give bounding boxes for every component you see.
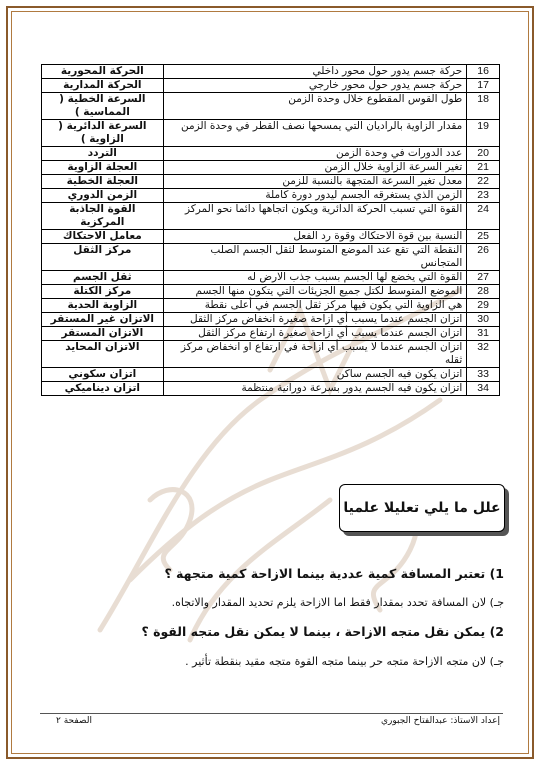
row-number: 27 — [467, 271, 500, 285]
row-number: 21 — [467, 161, 500, 175]
footer-author: إعداد الاستاذ: عبدالفتاح الجبوري — [380, 716, 500, 726]
row-term: العجلة الخطية — [42, 175, 164, 189]
row-definition: تغير السرعة الزاوية خلال الزمن — [163, 161, 467, 175]
row-term: اتزان سكوني — [42, 368, 164, 382]
row-definition: النسبة بين قوة الاحتكاك وقوة رد الفعل — [163, 230, 467, 244]
row-term: التردد — [42, 147, 164, 161]
row-term: الحركة المحورية — [42, 65, 164, 79]
answer-1: جـ) لان المسافة تحدد بمقدار فقط اما الازاحة يلزم تحديد المقدار والاتجاه. — [171, 596, 504, 609]
row-definition: القوة التي يخضع لها الجسم بسبب جذب الارض له — [163, 271, 467, 285]
row-number: 19 — [467, 120, 500, 147]
row-definition: اتزان الجسم عندما يسبب أي ازاحة صغيرة انخفاض مركز الثقل — [163, 313, 467, 327]
table-row — [42, 244, 500, 271]
row-number: 20 — [467, 147, 500, 161]
row-number: 28 — [467, 285, 500, 299]
table-row — [42, 189, 500, 203]
row-definition: عدد الدورات في وحدة الزمن — [163, 147, 467, 161]
table-row — [42, 65, 500, 79]
row-number: 32 — [467, 341, 500, 368]
row-term: الاتزان المحايد — [42, 341, 164, 368]
row-definition: حركة جسم يدور حول محور داخلي — [163, 65, 467, 79]
section-title-box — [339, 484, 505, 532]
terms-table — [41, 64, 500, 396]
table-row — [42, 341, 500, 368]
table-row — [42, 382, 500, 396]
row-term: مركز الثقل — [42, 244, 164, 271]
row-number: 33 — [467, 368, 500, 382]
footer-page-number: الصفحة ٢ — [56, 716, 92, 726]
section-title: علل ما يلي تعليلا علميا — [343, 500, 501, 516]
row-number: 18 — [467, 93, 500, 120]
table-row — [42, 368, 500, 382]
table-row — [42, 299, 500, 313]
table-row — [42, 120, 500, 147]
table-row — [42, 327, 500, 341]
footer-divider — [40, 713, 503, 714]
table-row — [42, 175, 500, 189]
row-term: السرعة الدائرية ( الزاوية ) — [42, 120, 164, 147]
row-term: الزاوية الحدية — [42, 299, 164, 313]
row-term: الحركة المدارية — [42, 79, 164, 93]
row-definition: طول القوس المقطوع خلال وحدة الزمن — [163, 93, 467, 120]
row-term: القوة الجاذبة المركزية — [42, 203, 164, 230]
question-1: 1) تعتبر المسافة كمية عددية بينما الازاحة كمية متجهة ؟ — [164, 566, 504, 581]
row-definition: اتزان الجسم عندما لا يسبب أي ازاحة في ارتفاع او انخفاض مركز ثقله — [163, 341, 467, 368]
row-term: الاتزان المستقر — [42, 327, 164, 341]
row-term: السرعة الخطية ( المماسية ) — [42, 93, 164, 120]
row-definition: اتزان يكون فيه الجسم يدور بسرعة دورانية منتظمة — [163, 382, 467, 396]
table-row — [42, 230, 500, 244]
table-row — [42, 271, 500, 285]
row-number: 30 — [467, 313, 500, 327]
table-row — [42, 93, 500, 120]
row-number: 23 — [467, 189, 500, 203]
question-2: 2) يمكن نقل متجه الازاحة ، بينما لا يمكن نقل متجه القوة ؟ — [141, 624, 504, 639]
row-number: 29 — [467, 299, 500, 313]
row-term: العجلة الزاوية — [42, 161, 164, 175]
answer-2: جـ) لان متجه الازاحة متجه حر بينما متجه القوة متجه مقيد بنقطة تأثير . — [185, 655, 504, 668]
row-number: 22 — [467, 175, 500, 189]
row-definition: اتزان الجسم عندما يسبب أي ازاحة صغيرة ارتفاع مركز الثقل — [163, 327, 467, 341]
row-definition: حركة جسم يدور حول محور خارجي — [163, 79, 467, 93]
row-term: الزمن الدوري — [42, 189, 164, 203]
table-row — [42, 313, 500, 327]
row-definition: القوة التي تسبب الحركة الدائرية ويكون اتجاهها دائما نحو المركز — [163, 203, 467, 230]
row-definition: الزمن الذي يستغرقه الجسم ليدور دورة كاملة — [163, 189, 467, 203]
row-term: معامل الاحتكاك — [42, 230, 164, 244]
row-number: 24 — [467, 203, 500, 230]
row-definition: هي الزاوية التي يكون فيها مركز ثقل الجسم في أعلى نقطة — [163, 299, 467, 313]
row-definition: مقدار الزاوية بالراديان التي يمسحها نصف القطر في وحدة الزمن — [163, 120, 467, 147]
row-number: 25 — [467, 230, 500, 244]
row-term: ثقل الجسم — [42, 271, 164, 285]
row-number: 17 — [467, 79, 500, 93]
row-number: 34 — [467, 382, 500, 396]
row-term: الاتزان غير المستقر — [42, 313, 164, 327]
row-term: اتزان ديناميكي — [42, 382, 164, 396]
table-row — [42, 203, 500, 230]
table-row — [42, 285, 500, 299]
row-definition: اتزان يكون فيه الجسم ساكن — [163, 368, 467, 382]
row-term: مركز الكتلة — [42, 285, 164, 299]
table-row — [42, 161, 500, 175]
row-definition: الموضع المتوسط لكتل جميع الجزيئات التي يتكون منها الجسم — [163, 285, 467, 299]
table-row — [42, 79, 500, 93]
row-definition: النقطة التي تقع عند الموضع المتوسط لثقل الجسم الصلب المتجانس — [163, 244, 467, 271]
row-number: 31 — [467, 327, 500, 341]
table-row — [42, 147, 500, 161]
row-definition: معدل تغير السرعة المتجهة بالنسبة للزمن — [163, 175, 467, 189]
row-number: 16 — [467, 65, 500, 79]
row-number: 26 — [467, 244, 500, 271]
